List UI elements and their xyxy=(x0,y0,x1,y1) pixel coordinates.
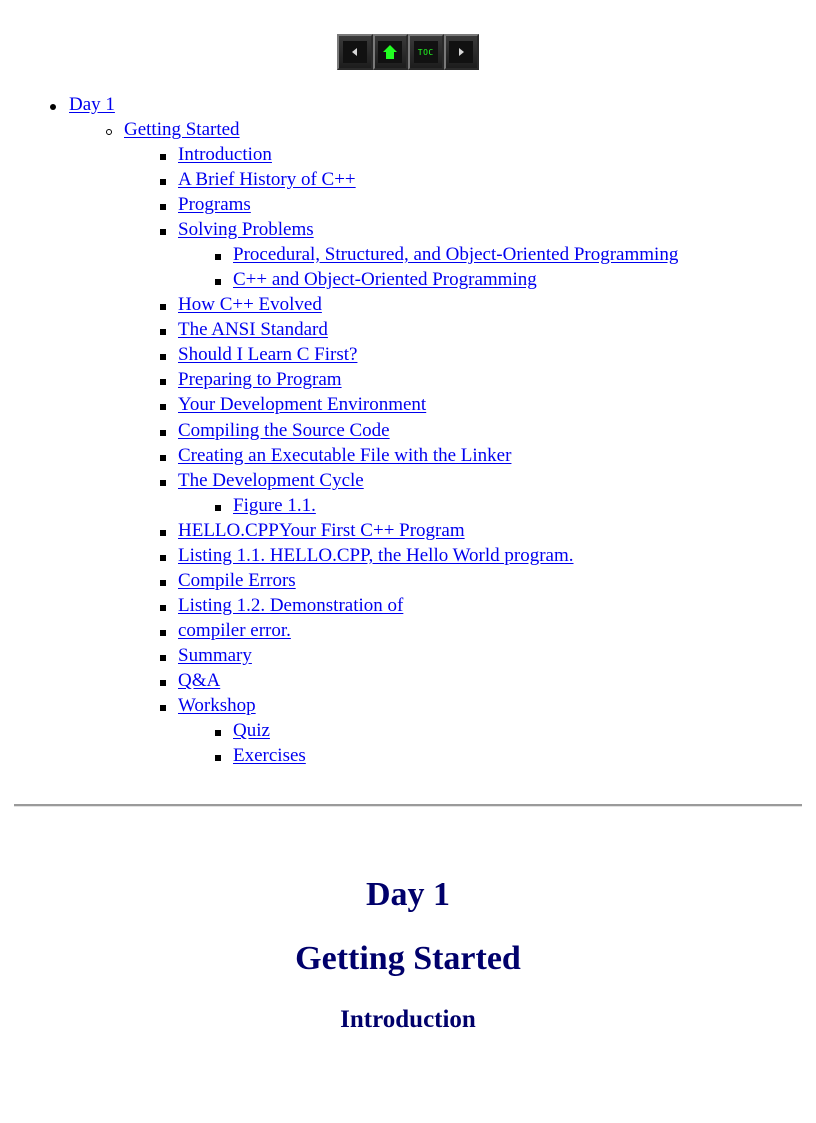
bullet-disc xyxy=(50,104,56,110)
toc-link[interactable]: C++ and Object-Oriented Programming xyxy=(233,269,537,290)
toc-item xyxy=(233,493,316,518)
bullet-square xyxy=(160,655,166,661)
toc-link[interactable]: Your Development Environment xyxy=(178,394,427,415)
toc-item xyxy=(178,468,364,493)
toc-link[interactable]: Exercises xyxy=(233,745,306,766)
bullet-square xyxy=(160,154,166,160)
toc-link[interactable]: Listing 1.2. Demonstration of xyxy=(178,595,404,616)
section-heading: Introduction xyxy=(340,1006,476,1033)
home-icon xyxy=(378,41,402,63)
toc-item xyxy=(178,418,390,443)
toc-item xyxy=(178,593,403,618)
toc-item xyxy=(178,292,322,317)
toc-item xyxy=(178,217,314,242)
bullet-square xyxy=(215,505,221,511)
toc-link[interactable]: Should I Learn C First? xyxy=(178,344,358,365)
bullet-square xyxy=(160,430,166,436)
bullet-square xyxy=(160,480,166,486)
bullet-square xyxy=(160,530,166,536)
toc-link[interactable]: Figure 1.1. xyxy=(233,495,316,516)
toc-link[interactable]: The ANSI Standard xyxy=(178,319,328,340)
toc-link[interactable]: Listing 1.1. HELLO.CPP, the Hello World program. xyxy=(178,545,574,566)
bullet-square xyxy=(215,755,221,761)
toc-link[interactable]: Compiling the Source Code xyxy=(178,420,390,441)
toc-item xyxy=(233,242,678,267)
toc-link[interactable]: Summary xyxy=(178,645,252,666)
toc-item xyxy=(178,367,342,392)
toc-link[interactable]: Procedural, Structured, and Object-Oriented Programming xyxy=(233,244,679,265)
prev-button[interactable] xyxy=(337,34,373,70)
next-button[interactable] xyxy=(444,34,480,70)
toc-link[interactable]: Compile Errors xyxy=(178,570,296,591)
right-arrow-icon xyxy=(449,41,473,63)
toc-link[interactable]: Quiz xyxy=(233,720,270,741)
bullet-square xyxy=(160,179,166,185)
toc-link[interactable]: The Development Cycle xyxy=(178,470,364,491)
day-heading: Day 1 xyxy=(365,876,451,913)
toc-button[interactable] xyxy=(408,34,444,70)
bullet-square xyxy=(160,455,166,461)
chapter-heading: Getting Started xyxy=(295,940,521,977)
toc-item-chapter xyxy=(124,117,240,142)
bullet-square xyxy=(160,580,166,586)
toc-item xyxy=(233,267,537,292)
toc-link-day-1[interactable]: Day 1 xyxy=(69,94,115,115)
home-button[interactable] xyxy=(373,34,409,70)
divider xyxy=(14,804,802,807)
toc-link[interactable]: compiler error. xyxy=(178,620,291,641)
bullet-square xyxy=(215,254,221,260)
toc-link[interactable]: How C++ Evolved xyxy=(178,294,322,315)
toc-item xyxy=(178,342,357,367)
toc-item xyxy=(178,443,511,468)
bullet-square xyxy=(160,379,166,385)
bullet-square xyxy=(160,630,166,636)
bullet-square xyxy=(160,555,166,561)
toc-link[interactable]: HELLO.CPPYour First C++ Program xyxy=(178,520,465,541)
left-arrow-icon xyxy=(343,41,367,63)
toc-link[interactable]: Preparing to Program xyxy=(178,369,342,390)
bullet-square xyxy=(160,354,166,360)
bullet-square xyxy=(160,329,166,335)
toc-link[interactable]: Solving Problems xyxy=(178,219,314,240)
toc-item xyxy=(233,743,306,768)
toc-item xyxy=(178,568,296,593)
toc-link[interactable]: Programs xyxy=(178,194,251,215)
bullet-square xyxy=(160,404,166,410)
bullet-square xyxy=(215,730,221,736)
toc-item xyxy=(178,192,251,217)
toc-link[interactable]: Workshop xyxy=(178,695,256,716)
toc-link[interactable]: Introduction xyxy=(178,144,272,165)
toc-item xyxy=(178,543,574,568)
toc-item xyxy=(178,392,426,417)
toc-item xyxy=(178,618,291,643)
bullet-square xyxy=(160,680,166,686)
toc-link[interactable]: A Brief History of C++ xyxy=(178,169,356,190)
toc-item xyxy=(178,668,220,693)
nav-bar xyxy=(337,34,479,70)
bullet-square xyxy=(160,304,166,310)
toc-item-day xyxy=(69,92,115,117)
toc-item xyxy=(178,643,252,668)
bullet-square xyxy=(215,279,221,285)
bullet-circle xyxy=(106,129,112,135)
toc-item xyxy=(178,518,465,543)
toc-item xyxy=(178,317,328,342)
bullet-square xyxy=(160,605,166,611)
bullet-square xyxy=(160,204,166,210)
toc-link[interactable]: Creating an Executable File with the Linker xyxy=(178,445,512,466)
toc-item xyxy=(178,167,356,192)
toc-item xyxy=(233,718,270,743)
toc-item xyxy=(178,142,272,167)
toc-link[interactable]: Q&A xyxy=(178,670,221,691)
toc-item xyxy=(178,693,256,718)
toc-link-getting-started[interactable]: Getting Started xyxy=(124,119,240,140)
bullet-square xyxy=(160,229,166,235)
toc-button-label: TOC xyxy=(417,47,434,57)
bullet-square xyxy=(160,705,166,711)
